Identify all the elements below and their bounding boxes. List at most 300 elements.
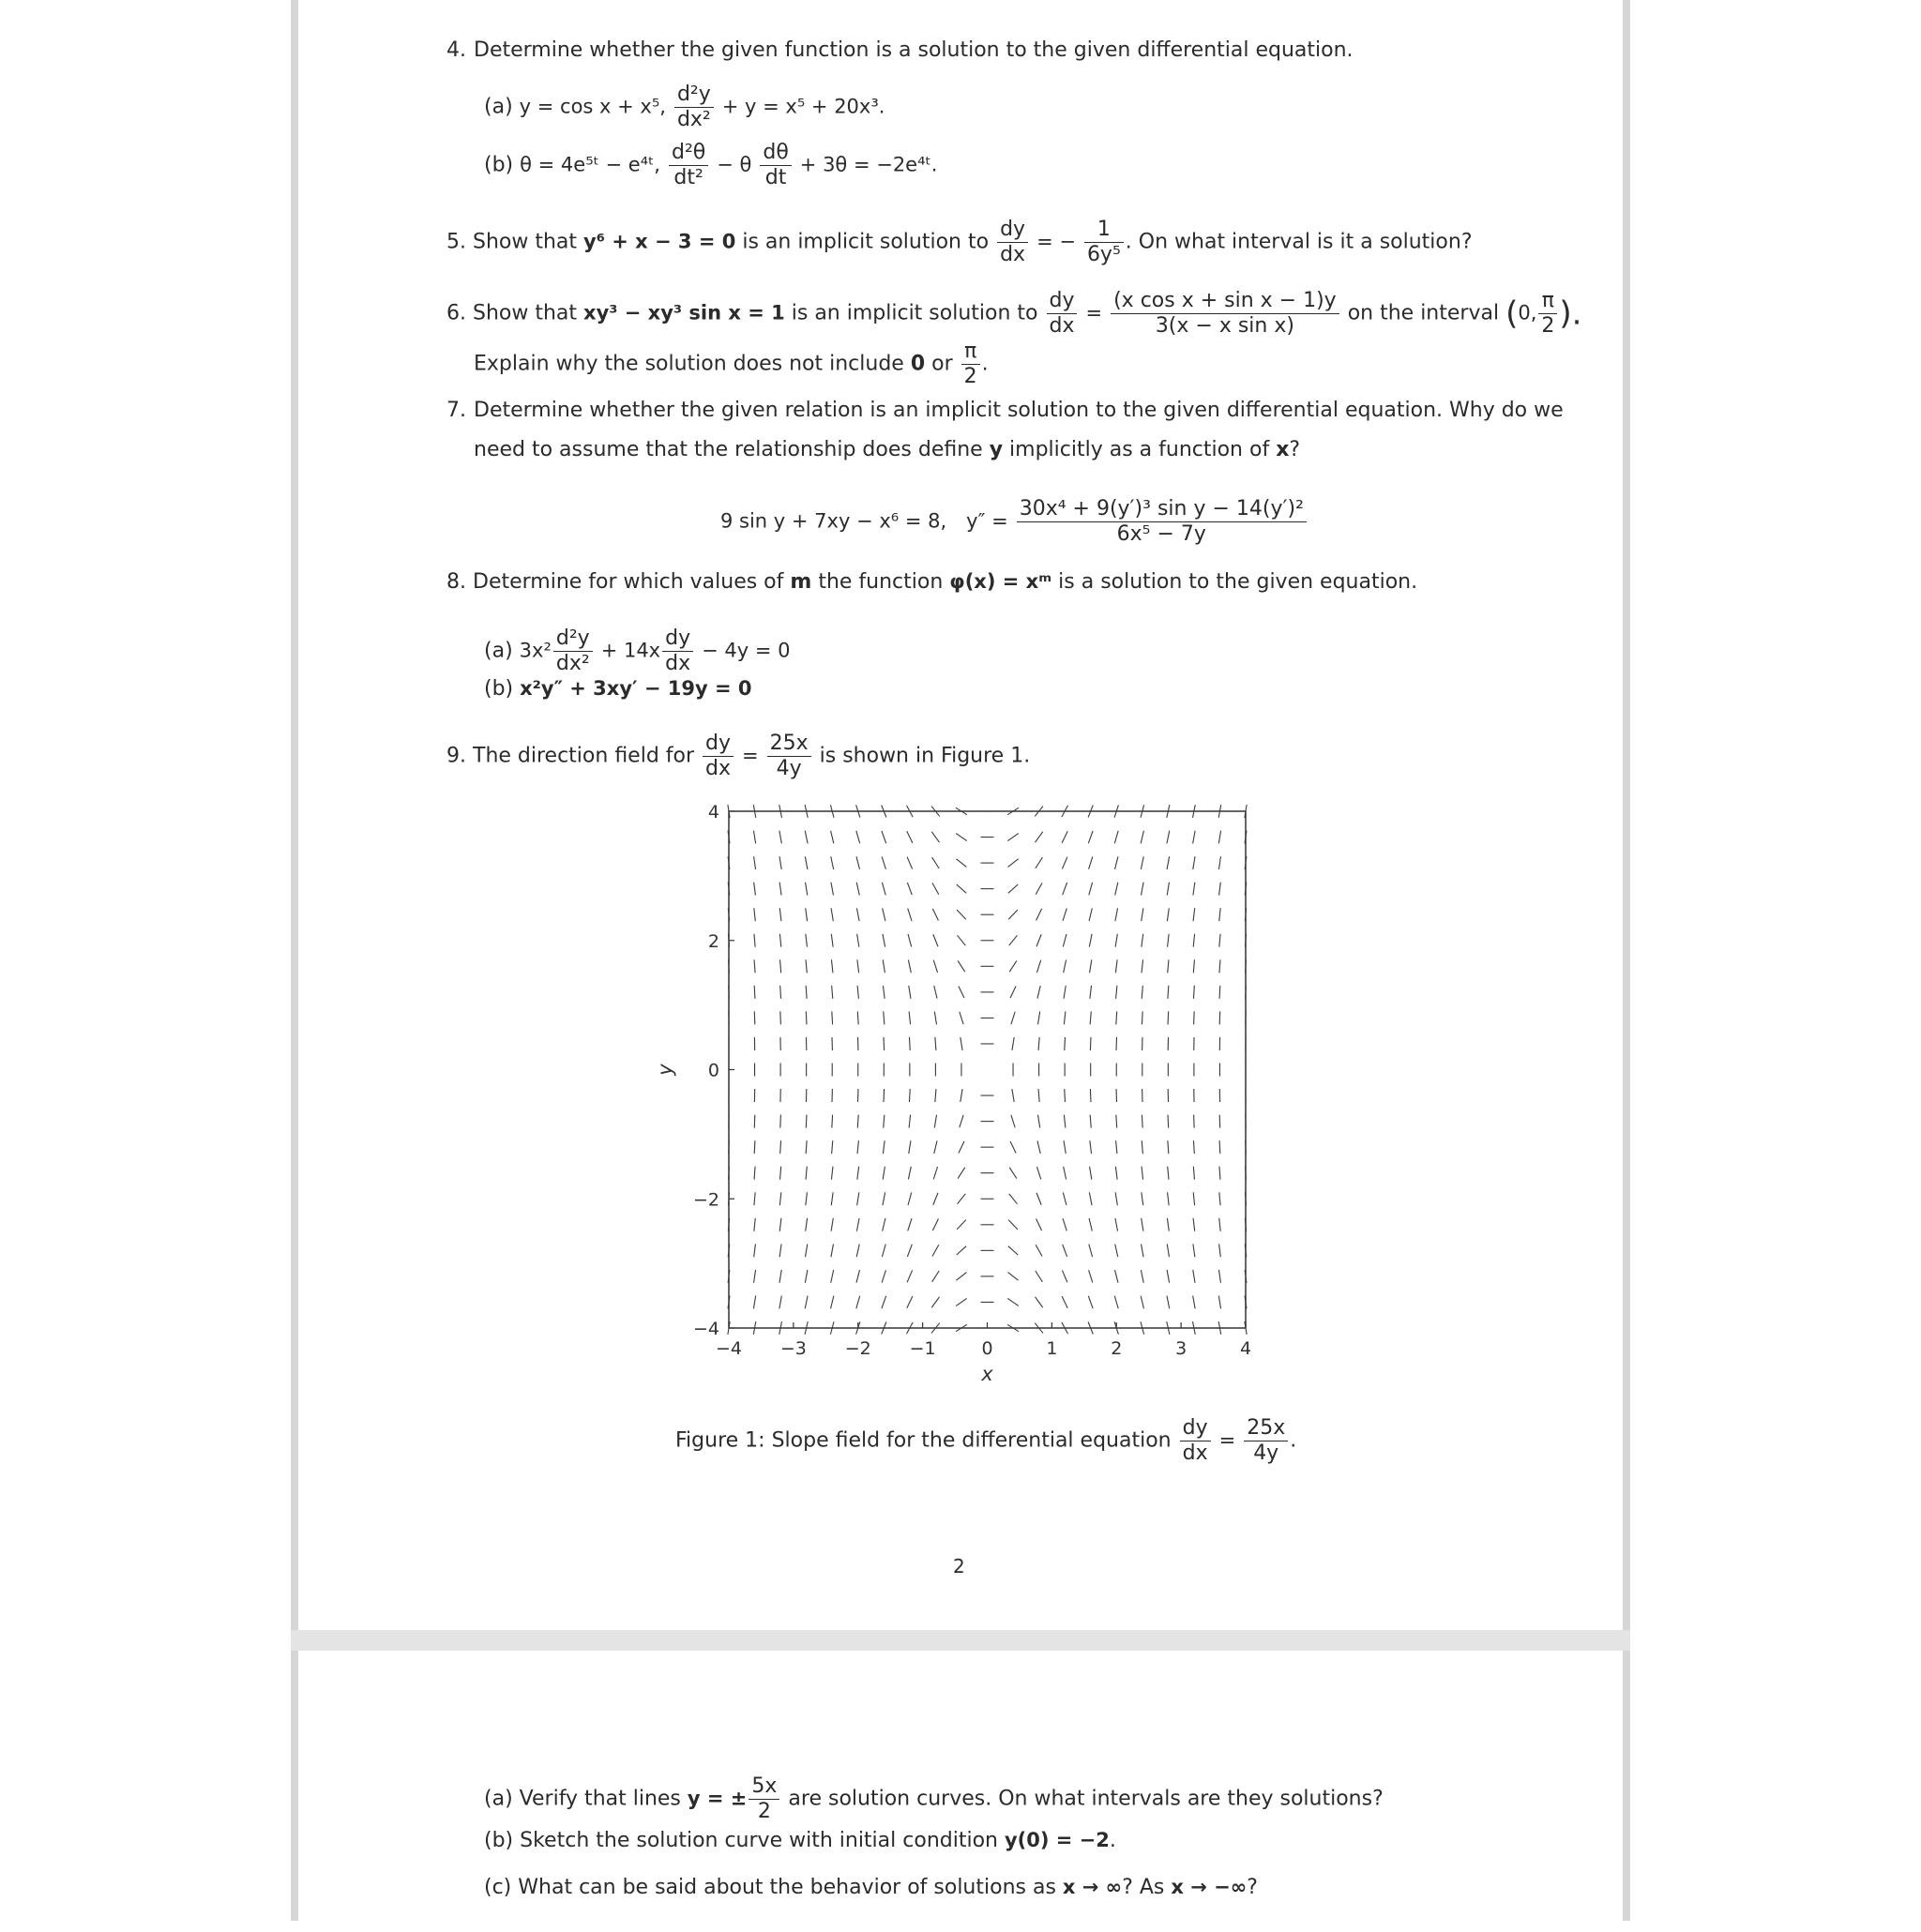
slope-segment (1218, 831, 1220, 844)
fraction (1244, 1416, 1288, 1466)
slope-segment (883, 986, 885, 999)
slope-segment (1064, 1011, 1065, 1024)
slope-segment (1009, 1194, 1018, 1204)
slope-segment (883, 908, 885, 921)
slope-segment (1065, 1089, 1066, 1102)
slope-segment (1090, 1167, 1092, 1180)
slope-segment (1064, 986, 1066, 999)
slope-segment (932, 1245, 939, 1256)
fraction (760, 141, 791, 190)
equals: = (742, 745, 759, 767)
x-tick-label: 1 (1046, 1338, 1057, 1359)
numerator: 25x (1244, 1416, 1288, 1441)
slope-segment (884, 1089, 885, 1102)
slope-segment (857, 934, 859, 947)
slope-segment (1219, 908, 1220, 921)
slope-segment (1089, 934, 1092, 947)
x-tick-label: 2 (1111, 1338, 1122, 1359)
slope-segment (956, 1273, 966, 1281)
slope-segment (909, 1140, 911, 1154)
text: is an implicit solution to (785, 302, 1045, 325)
slope-segment (957, 884, 966, 893)
slope-segment (1036, 1218, 1042, 1230)
paren: ( (1505, 295, 1518, 333)
slope-segment (934, 986, 937, 999)
numerator: 1 (1084, 218, 1124, 243)
slope-segment (780, 959, 781, 973)
slope-segment (754, 1192, 755, 1205)
slope-segment (831, 856, 834, 869)
slope-segment (960, 1089, 962, 1102)
slope-segment (779, 1218, 781, 1231)
slope-segment (908, 1218, 912, 1230)
numerator: dθ (760, 141, 791, 166)
slope-segment (959, 987, 964, 999)
slope-segment (779, 883, 781, 896)
coefficient: 3x² (520, 640, 552, 662)
slope-segment (806, 1115, 807, 1128)
variable-y: y (990, 438, 1003, 461)
slope-segment (754, 986, 755, 999)
slope-segment (1062, 831, 1067, 843)
slope-segment (1142, 1244, 1144, 1257)
slope-segment (1089, 1192, 1092, 1205)
slope-segment (958, 1168, 965, 1179)
numerator: 5x (749, 1774, 779, 1800)
denominator: dx² (553, 652, 593, 676)
denominator: 4y (1244, 1441, 1288, 1466)
slope-segment (1167, 831, 1170, 844)
text: Verify that lines (520, 1788, 688, 1811)
problem-5 (446, 218, 1473, 267)
slope-segment (857, 1011, 858, 1024)
numerator: d²θ (669, 141, 708, 166)
slope-field-chart (657, 797, 1276, 1397)
slope-segment (1246, 986, 1247, 999)
slope-segment (857, 1192, 859, 1205)
slope-segment (779, 831, 781, 844)
paren: ). (1559, 295, 1581, 333)
slope-segment (857, 986, 858, 999)
slope-segment (805, 1296, 808, 1309)
slope-segment (1167, 1296, 1170, 1309)
slope-segment (729, 1140, 730, 1154)
slope-segment (1011, 1115, 1015, 1127)
slope-segment (1141, 1270, 1143, 1283)
slope-segment (958, 1194, 966, 1204)
slope-segment (1090, 1011, 1091, 1024)
slope-segment (1168, 1192, 1170, 1205)
x-tick-label: −4 (716, 1338, 742, 1359)
slope-segment (884, 1115, 885, 1128)
equals: = (1219, 1429, 1236, 1452)
slope-segment (1193, 908, 1195, 921)
problem-6-line-2 (474, 340, 989, 389)
slope-segment (1008, 1220, 1018, 1230)
slope-segment (831, 883, 834, 896)
slope-segment (779, 908, 781, 921)
equation-rest: + y = x⁵ + 20x³. (722, 96, 885, 118)
problem-6-line-1 (446, 289, 1581, 339)
slope-segment (1064, 1167, 1066, 1180)
slope-segment (779, 1296, 781, 1309)
slope-segment (1012, 1089, 1014, 1102)
slope-segment (907, 1245, 912, 1257)
slope-segment (1063, 1192, 1066, 1205)
text: ? (1289, 438, 1300, 461)
slope-segment (753, 1296, 755, 1309)
denominator: dx² (674, 108, 714, 132)
slope-segment (831, 908, 833, 921)
x-tick-label: 0 (981, 1338, 992, 1359)
slope-segment (1168, 959, 1169, 973)
slope-segment (882, 1245, 885, 1257)
slope-segment (831, 959, 832, 973)
problem-number: 6. (446, 302, 466, 325)
slope-segment (856, 883, 859, 896)
slope-segment (856, 1270, 859, 1283)
slope-segment (1064, 1140, 1066, 1154)
slope-segment (957, 1246, 966, 1255)
slope-segment (1142, 908, 1143, 921)
slope-segment (935, 1089, 936, 1102)
function: y = cos x + x⁵, (520, 96, 666, 118)
limit-negative: x → −∞ (1171, 1876, 1247, 1898)
slope-segment (932, 857, 940, 868)
slope-segment (957, 1220, 966, 1230)
slope-segment (931, 1297, 939, 1307)
slope-segment (1008, 859, 1019, 868)
text: ? (1247, 1876, 1258, 1899)
slope-segment (754, 1244, 756, 1257)
slope-segment (1008, 910, 1018, 919)
slope-segment (908, 934, 912, 947)
slope-segment (1193, 1167, 1194, 1180)
figure-caption (675, 1416, 1296, 1466)
slope-segment (754, 934, 755, 947)
slope-segment (882, 831, 886, 843)
slope-segment (1167, 1244, 1169, 1257)
fraction (749, 1774, 779, 1824)
slope-segment (960, 1115, 963, 1127)
slope-segment (753, 831, 755, 844)
slope-segment (1219, 1244, 1221, 1257)
fraction (1111, 289, 1339, 339)
interval-start: 0, (1518, 302, 1536, 325)
slope-segment (1065, 1037, 1066, 1050)
slope-segment (1036, 909, 1042, 921)
slope-segment (857, 1167, 859, 1180)
slope-segment (1036, 1245, 1042, 1256)
slope-segment (1219, 934, 1220, 947)
slope-segment (1168, 1167, 1169, 1180)
slope-segment (1062, 1296, 1067, 1308)
slope-segment (909, 986, 911, 999)
numerator: π (961, 340, 980, 365)
slope-segment (780, 1011, 781, 1024)
slope-segment (1090, 986, 1092, 999)
numerator: dy (997, 218, 1028, 243)
numerator: dy (662, 626, 693, 652)
slope-segment (1193, 959, 1194, 973)
slope-segment (1142, 883, 1144, 896)
slope-segment (933, 934, 938, 946)
slope-segment (857, 959, 859, 973)
problem-8a (484, 626, 790, 676)
problem-7-equation (720, 497, 1308, 547)
slope-segment (1142, 1218, 1143, 1231)
numerator: d²y (553, 626, 593, 652)
slope-segment (857, 1140, 858, 1154)
slope-segment (1115, 934, 1117, 947)
slope-segment (932, 883, 939, 895)
slope-segment (1141, 1296, 1143, 1309)
slope-segment (729, 986, 730, 999)
slope-segment (779, 1192, 780, 1205)
problem-4-stem: Determine whether the given function is a solution to the given differential equation. (474, 38, 1354, 64)
slope-segment (959, 1141, 964, 1154)
fraction (961, 340, 980, 389)
slope-segment (1007, 834, 1018, 841)
numerator: dy (1180, 1416, 1211, 1441)
slope-segment (780, 1140, 781, 1154)
slope-segment (1167, 883, 1169, 896)
slope-segment (1219, 1218, 1220, 1231)
slope-segment (1038, 1037, 1039, 1050)
problem-8b (484, 675, 752, 702)
text: Explain why the solution does not include (474, 353, 911, 376)
slope-segment (1090, 1115, 1091, 1128)
slope-segment (882, 856, 885, 868)
x-tick-label: −1 (910, 1338, 936, 1359)
slope-segment (960, 1012, 963, 1024)
slope-segment (956, 1298, 966, 1306)
slope-segment (907, 857, 912, 869)
slope-segment (831, 1167, 832, 1180)
slope-segment (754, 908, 755, 921)
numerator: (x cos x + sin x − 1)y (1111, 289, 1339, 314)
slope-segment (883, 934, 885, 947)
slope-segment (1168, 934, 1170, 947)
slope-segment (1219, 959, 1220, 973)
slope-segment (1008, 884, 1018, 893)
denominator: 6x⁵ − 7y (1017, 522, 1307, 547)
slope-segment (1089, 908, 1092, 921)
fraction (1084, 218, 1124, 267)
y-tick-label: 0 (708, 1061, 719, 1081)
equals: = (1085, 302, 1102, 325)
relation: 9 sin y + 7xy − x⁶ = 8, (720, 510, 946, 533)
slope-segment (780, 986, 781, 999)
text: need to assume that the relationship does define (474, 438, 990, 461)
slope-segment (1089, 856, 1093, 868)
slope-segment (832, 986, 833, 999)
slope-segment (1116, 1011, 1117, 1024)
slope-segment (907, 831, 913, 843)
numerator: 30x⁴ + 9(y′)³ sin y − 14(y′)² (1017, 497, 1307, 522)
slope-segment (806, 986, 807, 999)
slope-segment (882, 1296, 886, 1308)
slope-segment (882, 883, 885, 895)
text: are solution curves. On what intervals are they solutions? (781, 1788, 1383, 1811)
slope-segment (1193, 986, 1194, 999)
text: is shown in Figure 1. (813, 745, 1031, 768)
slope-segment (1167, 1218, 1169, 1231)
slope-segment (1219, 1167, 1220, 1180)
slope-segment (1037, 986, 1040, 999)
slope-segment (1115, 883, 1118, 896)
text: Show that (473, 231, 583, 254)
slope-segment (1218, 1296, 1220, 1309)
zero: 0 (911, 353, 925, 376)
text: What can be said about the behavior of solutions as (518, 1876, 1063, 1899)
slope-segment (908, 1192, 912, 1205)
slope-segment (1115, 1270, 1118, 1283)
equation: y⁶ + x − 3 = 0 (583, 231, 735, 253)
text: ? As (1122, 1876, 1171, 1899)
slope-segment (856, 1218, 859, 1231)
slope-segment (779, 1244, 781, 1257)
slope-segment (932, 909, 938, 921)
slope-segment (1193, 1270, 1195, 1283)
slope-segment (960, 1037, 962, 1050)
slope-segment (1088, 1296, 1093, 1308)
problem-number: 5. (446, 231, 466, 254)
slope-segment (779, 1270, 781, 1283)
slope-segment (1115, 959, 1117, 973)
text: Show that (473, 302, 583, 325)
variable-m: m (790, 570, 811, 594)
slope-segment (857, 1115, 858, 1128)
slope-segment (1193, 883, 1195, 896)
denominator: 4y (767, 757, 811, 781)
slope-segment (933, 960, 937, 973)
text: implicitly as a function of (1003, 438, 1276, 461)
slope-segment (1193, 1218, 1195, 1231)
slope-segment (1168, 986, 1169, 999)
page-number: 2 (953, 1553, 965, 1579)
slope-segment (754, 883, 756, 896)
slope-segment (907, 1296, 913, 1308)
slope-segment (831, 1218, 833, 1231)
slope-segment (1063, 1218, 1066, 1230)
slope-segment (806, 1011, 807, 1024)
slope-segment (1142, 934, 1143, 947)
slope-segment (1193, 1244, 1195, 1257)
numerator: dy (1047, 289, 1078, 314)
x-tick-label: 4 (1240, 1338, 1251, 1359)
slope-segment (1167, 856, 1170, 869)
slope-segment (831, 1244, 834, 1257)
fraction (1017, 497, 1307, 547)
fraction (703, 732, 734, 781)
numerator: dy (703, 732, 734, 757)
denominator: dx (1180, 1441, 1211, 1466)
slope-segment (958, 935, 966, 945)
part-label: (b) (484, 1829, 513, 1852)
denominator: dx (703, 757, 734, 781)
problem-7-line-1: Determine whether the given relation is an implicit solution to the given differential equation. Why do we (474, 398, 1564, 424)
slope-segment (1089, 1245, 1093, 1257)
part-label: (b) (484, 677, 513, 701)
slope-segment (1062, 1270, 1066, 1282)
equation-mid: + 14x (601, 640, 660, 662)
fraction (1538, 289, 1557, 339)
slope-segment (856, 908, 859, 921)
slope-segment (1036, 1193, 1041, 1205)
slope-segment (1116, 1115, 1117, 1128)
slope-segment (909, 1011, 910, 1024)
equation-rest: − 4y = 0 (702, 640, 790, 662)
slope-segment (1116, 1140, 1117, 1154)
slope-segment (1036, 857, 1043, 868)
slope-segment (1193, 856, 1195, 869)
slope-segment (1038, 1089, 1039, 1102)
text: or (925, 353, 960, 376)
slope-segment (934, 1011, 936, 1024)
slope-segment (1090, 1089, 1091, 1102)
slope-segment (1008, 1273, 1019, 1281)
slope-segment (1219, 883, 1221, 896)
slope-segment (780, 1167, 781, 1180)
equation: y = ± (688, 1788, 748, 1810)
slope-segment (1008, 1246, 1018, 1255)
slope-segment (908, 909, 912, 921)
text: The direction field for (473, 745, 701, 768)
denominator: 2 (749, 1800, 779, 1824)
slope-segment (882, 1270, 885, 1282)
slope-segment (1219, 1192, 1220, 1205)
slope-segment (754, 1270, 756, 1283)
denominator: 3(x − x sin x) (1111, 314, 1339, 339)
slope-segment (856, 856, 859, 869)
slope-segment (780, 1115, 781, 1128)
fraction (997, 218, 1028, 267)
slope-segment (1036, 1271, 1043, 1282)
slope-segment (1009, 960, 1017, 972)
numerator: π (1538, 289, 1557, 314)
slope-segment (1193, 1296, 1195, 1309)
slope-segment (1115, 1245, 1118, 1258)
slope-segment (831, 1270, 834, 1283)
fraction (1047, 289, 1078, 339)
slope-segment (1089, 883, 1093, 895)
denominator: 2 (1538, 314, 1557, 339)
slope-segment (908, 1167, 911, 1180)
problem-4b (484, 141, 937, 190)
slope-segment (1036, 832, 1043, 842)
equation-mid: − θ (717, 154, 751, 176)
slope-segment (1141, 856, 1143, 869)
slope-segment (1141, 831, 1143, 844)
slope-segment (856, 1245, 859, 1258)
slope-segment (883, 1140, 885, 1154)
slope-segment (1090, 959, 1092, 973)
slope-segment (931, 832, 939, 842)
slope-segment (1036, 1297, 1043, 1307)
slope-segment (856, 831, 860, 843)
slope-segment (831, 1296, 834, 1309)
slope-segment (934, 1115, 936, 1128)
slope-segment (909, 1089, 910, 1102)
slope-segment (956, 834, 966, 841)
slope-segment (1063, 909, 1066, 921)
text: is an implicit solution to (735, 231, 995, 254)
slope-segment (956, 859, 966, 868)
slope-segment (806, 1218, 808, 1231)
slope-segment (1064, 959, 1066, 973)
slope-segment (831, 1192, 833, 1205)
